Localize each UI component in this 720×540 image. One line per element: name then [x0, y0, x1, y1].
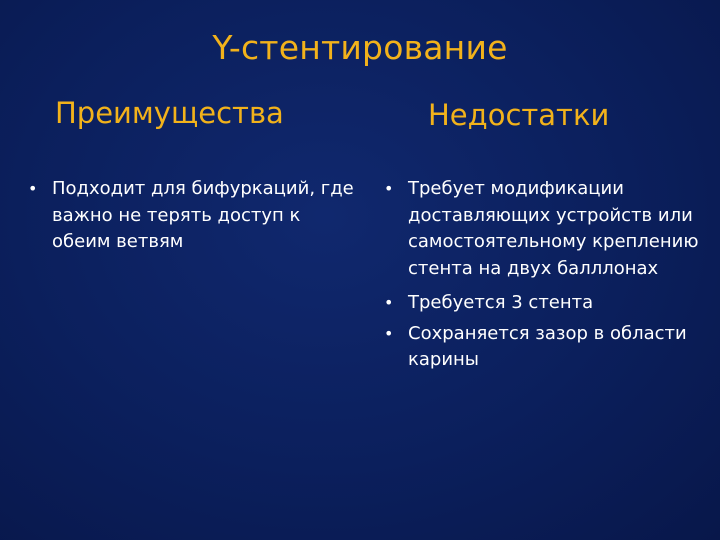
disadvantages-list-item	[382, 290, 712, 317]
disadvantages-item-text: Требуется 3 стента	[408, 292, 594, 313]
bullet-icon: •	[384, 179, 394, 198]
disadvantages-heading: Недостатки	[428, 98, 610, 132]
slide-title: Y-стентирование	[212, 28, 508, 67]
disadvantages-list	[382, 176, 712, 382]
advantages-heading: Преимущества	[55, 96, 284, 130]
disadvantages-item-text: Требует модификации доставляющих устройств или самостоятельному креплению стента на двух балллонах	[408, 178, 699, 279]
disadvantages-item-text: Сохраняется зазор в области карины	[408, 322, 687, 370]
disadvantages-list-item	[382, 321, 712, 374]
bullet-icon: •	[384, 293, 394, 312]
disadvantages-list-item	[382, 176, 712, 282]
advantages-list	[26, 176, 356, 264]
advantages-item-text: Подходит для бифуркаций, где важно не терять доступ к обеим ветвям	[52, 178, 354, 252]
bullet-icon: •	[384, 323, 394, 343]
advantages-list-item	[26, 176, 356, 256]
bullet-icon: •	[28, 179, 38, 198]
